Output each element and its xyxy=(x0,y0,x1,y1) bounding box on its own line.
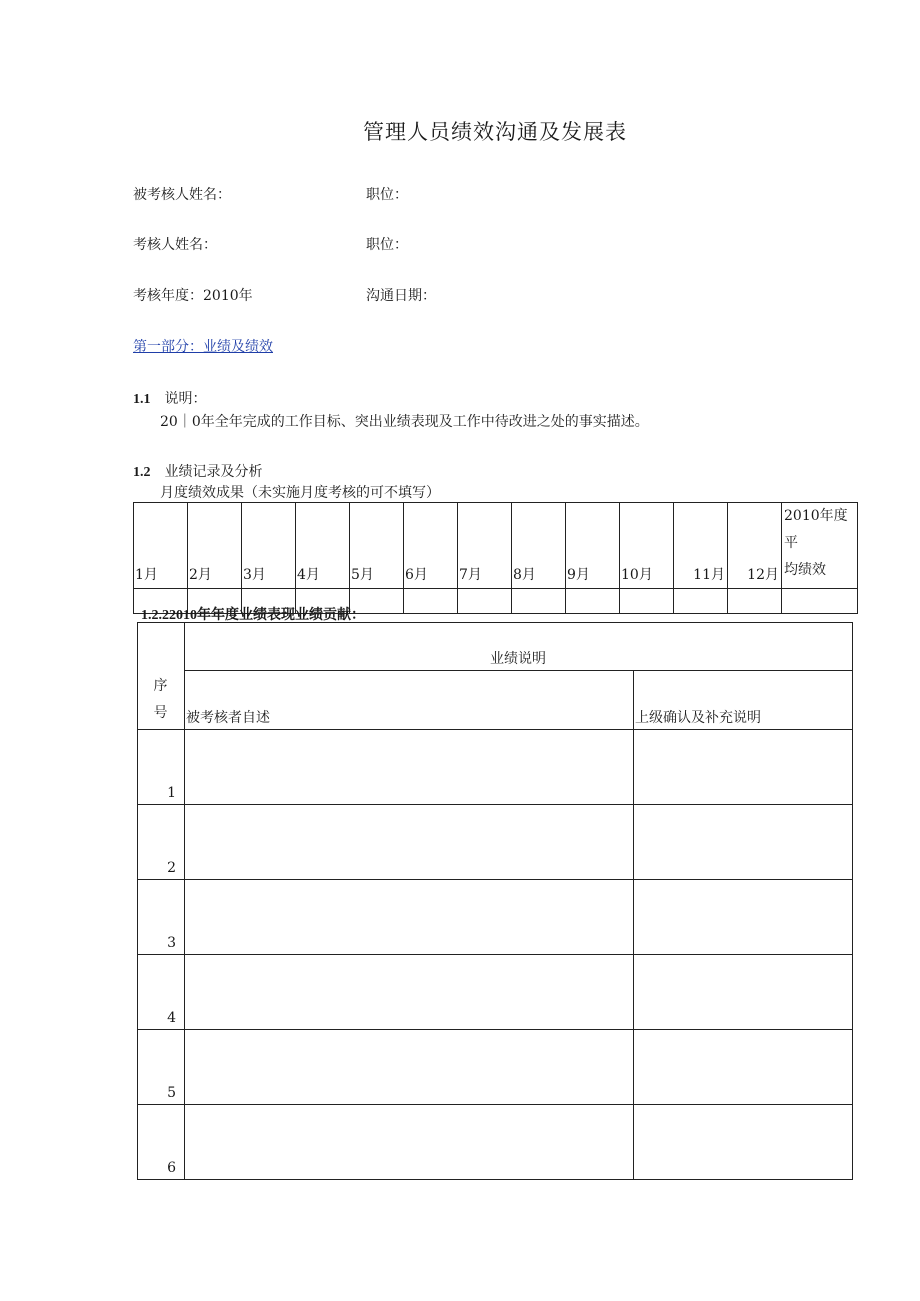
month-cell: 1月 xyxy=(134,503,188,589)
supervisor-confirmation-header: 上级确认及补充说明 xyxy=(634,671,853,730)
perf-header-row xyxy=(138,623,853,671)
seq-header-line1: 序 xyxy=(153,678,168,694)
section-1-1-number: 1.1 xyxy=(133,392,151,407)
page-title: 管理人员绩效沟通及发展表 xyxy=(363,120,627,144)
section-1-1-label: 说明： xyxy=(164,391,207,407)
section-1-1-heading xyxy=(133,388,207,408)
month-cell: 2月 xyxy=(188,503,242,589)
supervisor-comment-cell[interactable] xyxy=(634,805,853,880)
self-statement-cell[interactable] xyxy=(185,955,634,1030)
section-1-2-label: 业绩记录及分析 xyxy=(164,464,263,480)
appraiser-position-label: 职位： xyxy=(366,237,408,253)
section-1-2-2-label: 1.2.22010年年度业绩表现业绩贡献： xyxy=(141,608,365,623)
month-cell: 4月 xyxy=(296,503,350,589)
appraiser-name-label: 考核人姓名： xyxy=(133,237,217,253)
month-value-cell[interactable] xyxy=(620,589,674,614)
month-value-cell[interactable] xyxy=(566,589,620,614)
table-row xyxy=(138,880,853,955)
month-value-cell[interactable] xyxy=(728,589,782,614)
month-cell: 3月 xyxy=(242,503,296,589)
month-value-cell[interactable] xyxy=(674,589,728,614)
supervisor-comment-cell[interactable] xyxy=(634,1105,853,1180)
performance-description-header: 业绩说明 xyxy=(185,623,853,671)
table-row xyxy=(138,805,853,880)
section-1-2-heading xyxy=(133,461,263,481)
row-number: 6 xyxy=(138,1105,185,1180)
self-statement-cell[interactable] xyxy=(185,1030,634,1105)
performance-contribution-table xyxy=(137,622,853,1180)
section-1-2-number: 1.2 xyxy=(133,465,151,480)
month-cell: 5月 xyxy=(350,503,404,589)
supervisor-comment-cell[interactable] xyxy=(634,955,853,1030)
self-statement-header: 被考核者自述 xyxy=(185,671,634,730)
supervisor-comment-cell[interactable] xyxy=(634,880,853,955)
monthly-performance-table xyxy=(133,502,858,614)
annual-average-line2: 均绩效 xyxy=(784,562,826,578)
month-value-cell[interactable] xyxy=(458,589,512,614)
section-1-1-text: 20｜0年全年完成的工作目标、突出业绩表现及工作中待改进之处的事实描述。 xyxy=(160,414,649,430)
table-row xyxy=(138,1105,853,1180)
self-statement-cell[interactable] xyxy=(185,730,634,805)
row-number: 3 xyxy=(138,880,185,955)
table-row xyxy=(138,730,853,805)
month-cell: 8月 xyxy=(512,503,566,589)
month-cell: 7月 xyxy=(458,503,512,589)
section-1-2-2-heading xyxy=(141,604,365,624)
appraisee-position-label: 职位： xyxy=(366,187,408,203)
month-cell: 11月 xyxy=(674,503,728,589)
month-cell: 12月 xyxy=(728,503,782,589)
monthly-caption: 月度绩效成果（未实施月度考核的可不填写） xyxy=(160,485,440,501)
monthly-header-row xyxy=(134,503,858,589)
seq-header-line2: 号 xyxy=(153,705,168,721)
month-value-cell[interactable] xyxy=(404,589,458,614)
table-row xyxy=(138,1030,853,1105)
seq-header xyxy=(138,623,185,730)
row-number: 4 xyxy=(138,955,185,1030)
self-statement-cell[interactable] xyxy=(185,1105,634,1180)
perf-subheader-row xyxy=(138,671,853,730)
month-cell: 10月 xyxy=(620,503,674,589)
self-statement-cell[interactable] xyxy=(185,880,634,955)
row-number: 5 xyxy=(138,1030,185,1105)
supervisor-comment-cell[interactable] xyxy=(634,730,853,805)
month-cell: 6月 xyxy=(404,503,458,589)
appraisee-name-label: 被考核人姓名： xyxy=(133,187,231,203)
appraisal-year-label: 考核年度：2010年 xyxy=(133,288,253,304)
table-row xyxy=(138,955,853,1030)
annual-average-value-cell[interactable] xyxy=(782,589,858,614)
annual-average-header xyxy=(782,503,858,589)
self-statement-cell[interactable] xyxy=(185,805,634,880)
month-cell: 9月 xyxy=(566,503,620,589)
row-number: 1 xyxy=(138,730,185,805)
annual-average-line1: 2010年度平 xyxy=(784,508,848,551)
month-value-cell[interactable] xyxy=(512,589,566,614)
communication-date-label: 沟通日期： xyxy=(366,288,436,304)
row-number: 2 xyxy=(138,805,185,880)
section-1-title[interactable]: 第一部分：业绩及绩效 xyxy=(133,339,273,355)
supervisor-comment-cell[interactable] xyxy=(634,1030,853,1105)
